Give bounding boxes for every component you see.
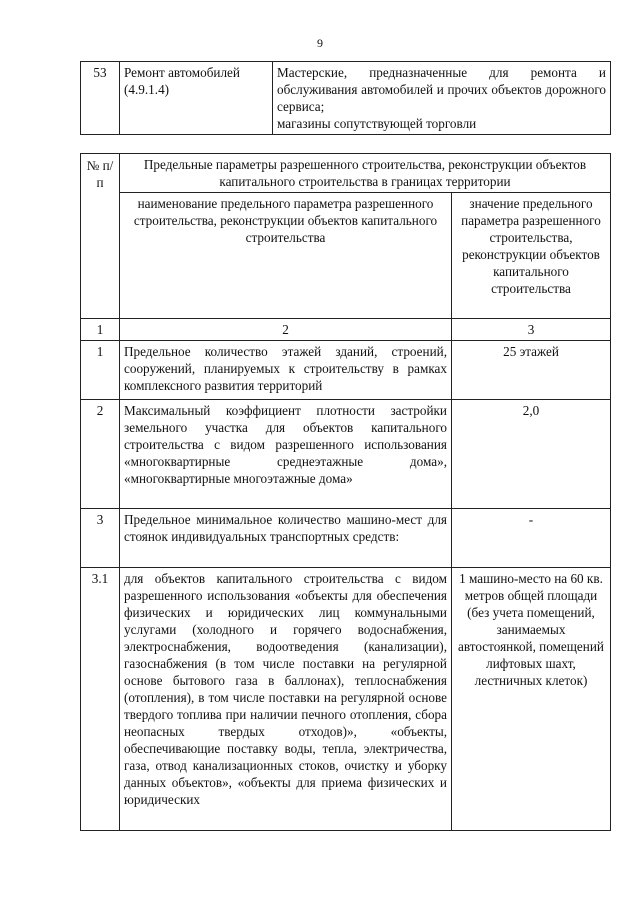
row-number: 2 [81,400,120,509]
row-number: 1 [81,341,120,400]
page-number: 9 [317,36,323,50]
header-num: № п/п [81,154,120,319]
index-row [81,319,611,341]
row-number: 3 [81,509,120,568]
table-row [81,62,611,135]
parameters-table [80,153,611,831]
param-name: Предельное минимальное количество машино-мест для стоянок индивидуальных транспортных средств: [120,509,452,568]
header-group: Предельные параметры разрешенного строительства, реконструкции объектов капитального строительства в границах территории [120,154,611,193]
index-cell: 3 [452,319,611,341]
param-name: Максимальный коэффициент плотности застройки земельного участка для объектов капитального строительства с видом разрешенного использования «многоквартирные среднеэтажные дома», «многоквартирные многоэтажные дома» [120,400,452,509]
table-row [81,400,611,509]
row-number: 53 [81,62,120,135]
param-name: для объектов капитального строительства с видом разрешенного использования «объекты для обеспечения физических и юридических лиц коммунальными услугами (холодного и горячего водоснабжения, электроснабжения, водоотведения (канализации), газоснабжения (в том числе поставки на регулярной основе бытового газа в баллонах), теплоснабжения (отопления), в том числе поставки на регулярной основе твердого топлива при наличии печного отопления, сбора неопасных твердых отходов)», «объекты, обеспечивающие поставку воды, тепла, электричества, газа, отвод канализационных стоков, очистку и уборку данных объектов», «объекты для приема физических и юридических [120,568,452,831]
param-value: 1 машино-место на 60 кв. метров общей площади (без учета помещений, занимаемых автостоянкой, помещений лифтовых шахт, лестничных клеток) [452,568,611,831]
table-row [81,341,611,400]
param-value: - [452,509,611,568]
index-cell: 2 [120,319,452,341]
param-value: 2,0 [452,400,611,509]
table-subheader-row [81,193,611,319]
row-number: 3.1 [81,568,120,831]
top-table [80,61,611,135]
header-param-name: наименование предельного параметра разрешенного строительства, реконструкции объектов капитального строительства [120,193,452,319]
header-param-value: значение предельного параметра разрешенного строительства, реконструкции объектов капитального строительства [452,193,611,319]
use-type-description: Мастерские, предназначенные для ремонта и обслуживания автомобилей и прочих объектов дорожного сервиса; магазины сопутствующей торговли [273,62,611,135]
param-name: Предельное количество этажей зданий, строений, сооружений, планируемых к строительству в рамках комплексного развития территорий [120,341,452,400]
index-cell: 1 [81,319,120,341]
use-type-name: Ремонт автомобилей (4.9.1.4) [120,62,273,135]
table-row [81,509,611,568]
param-value: 25 этажей [452,341,611,400]
table-row [81,568,611,831]
table-header-row [81,154,611,193]
